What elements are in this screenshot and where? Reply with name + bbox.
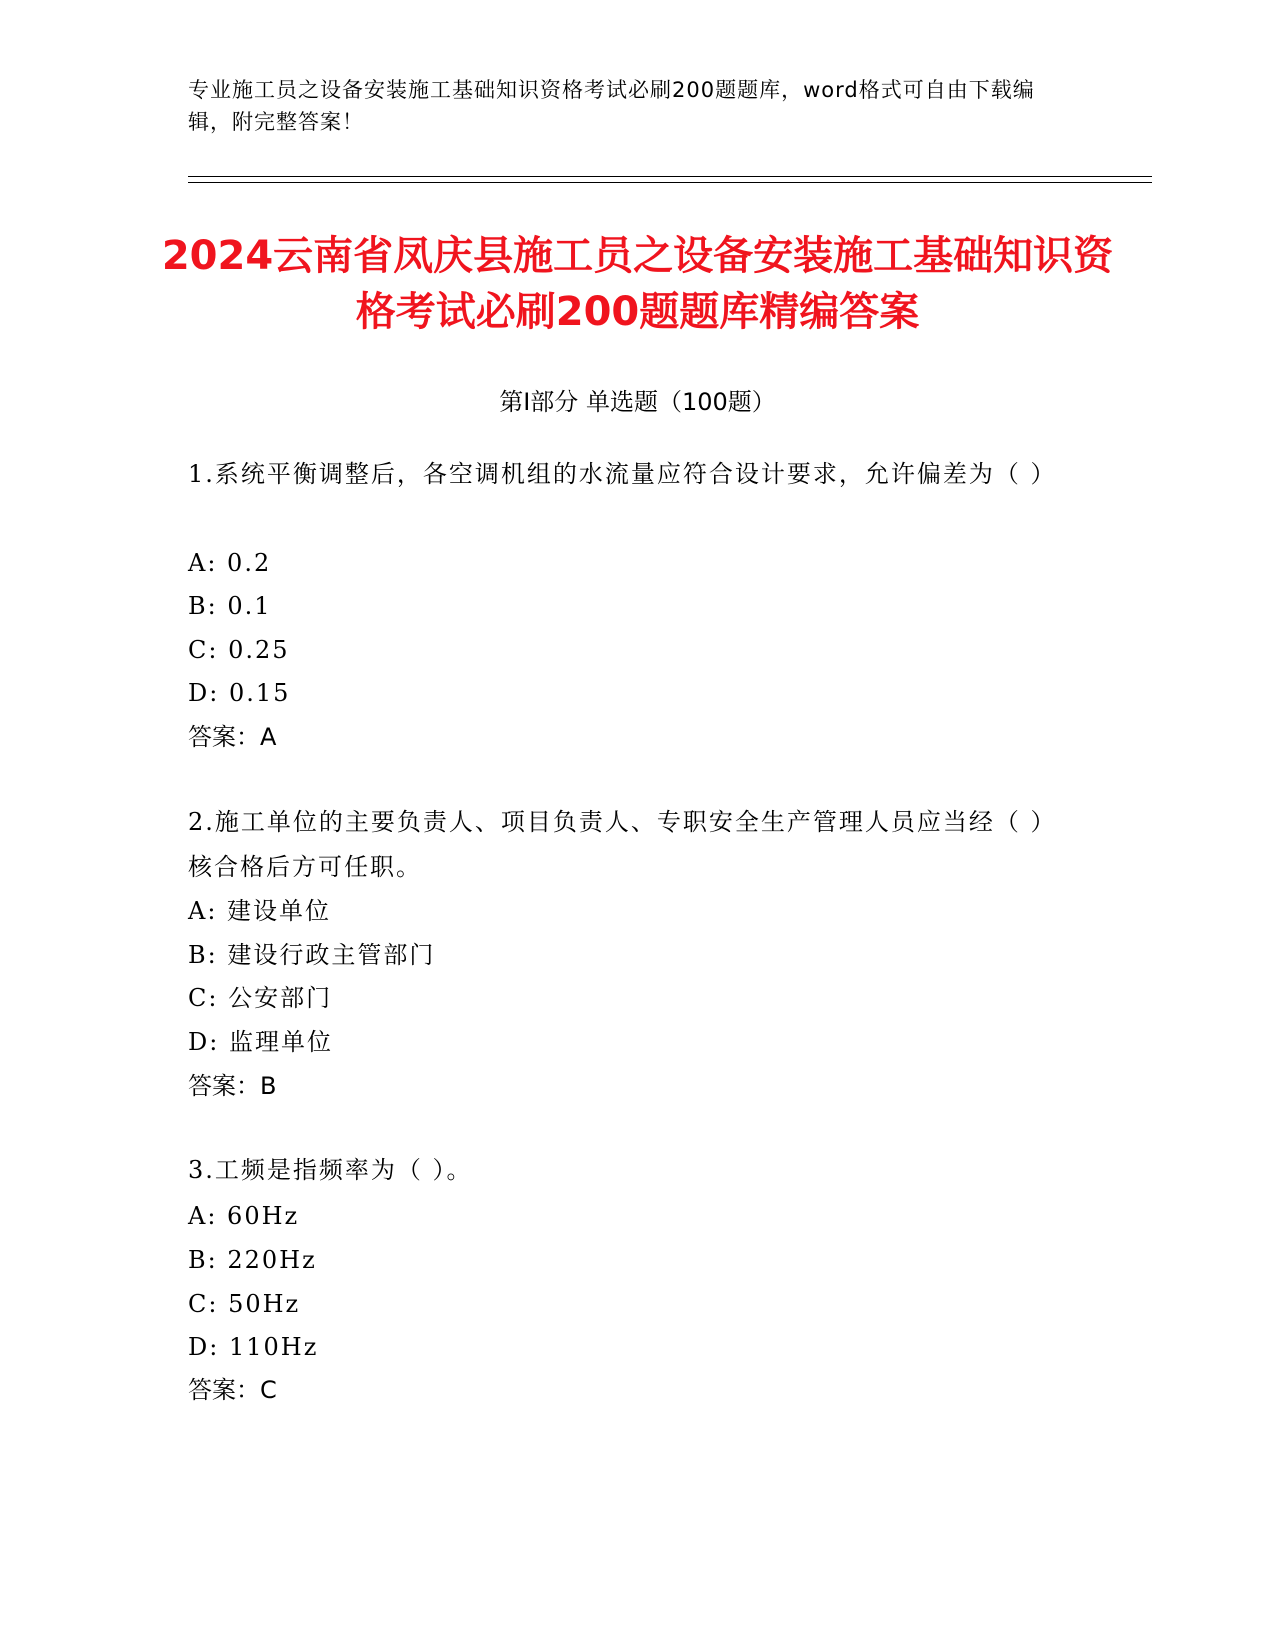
question-1-option-b: B: 0.1: [188, 592, 272, 620]
header-divider-bottom: [188, 182, 1152, 183]
question-1-option-d: D: 0.15: [188, 679, 291, 707]
question-1-option-a: A: 0.2: [188, 549, 272, 577]
question-3-option-c: C: 50Hz: [188, 1290, 301, 1318]
header-note: 专业施工员之设备安装施工基础知识资格考试必刷200题题库，word格式可自由下载编辑，附完整答案！: [188, 78, 1035, 134]
question-3-answer: 答案：C: [188, 1376, 277, 1404]
question-1-option-c: C: 0.25: [188, 636, 290, 664]
question-2-option-b: B: 建设行政主管部门: [188, 941, 436, 969]
question-stem-1: 1.系统平衡调整后，各空调机组的水流量应符合设计要求，允许偏差为（ ）: [188, 460, 1057, 488]
question-3-option-a: A: 60Hz: [188, 1202, 300, 1230]
question-3-option-d: D: 110Hz: [188, 1333, 319, 1361]
question-stem-3: 3.工频是指频率为（ ）。: [188, 1156, 473, 1184]
question-2-option-d: D: 监理单位: [188, 1028, 333, 1056]
section-heading: 第Ⅰ部分 单选题（100题）: [499, 388, 776, 416]
question-2-option-c: C: 公安部门: [188, 984, 333, 1012]
question-1-answer: 答案：A: [188, 723, 277, 751]
question-2-option-a: A: 建设单位: [188, 897, 332, 925]
document-title: 2024云南省凤庆县施工员之设备安装施工基础知识资格考试必刷200题题库精编答案: [161, 233, 1114, 335]
question-2-answer: 答案：B: [188, 1072, 277, 1100]
question-3-option-b: B: 220Hz: [188, 1246, 317, 1274]
question-stem-2: 2.施工单位的主要负责人、项目负责人、专职安全生产管理人员应当经（ ）核合格后方可任职。: [188, 808, 1057, 881]
header-divider-top: [188, 176, 1152, 177]
